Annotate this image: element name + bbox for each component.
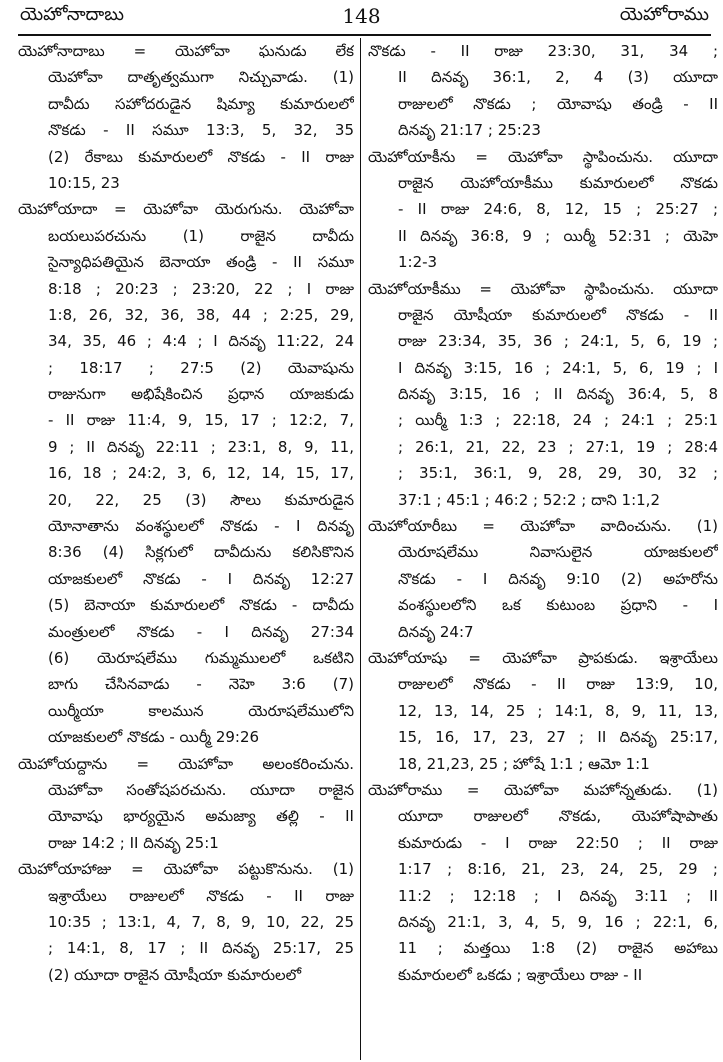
entry-text-line: 1:2-3 <box>398 253 438 272</box>
dictionary-entry <box>18 751 354 857</box>
entry-text-line: యాజకులలో నొకడు - I దినవృ 12:27 <box>48 569 354 588</box>
entry-text-line: రాజులలో నొకడు ; యోవాషు తండ్రి - II <box>398 94 718 113</box>
column-divider <box>360 38 361 1060</box>
running-header <box>0 0 723 34</box>
entry-text-line: రాజు 23:34, 35, 36 ; 24:1, 5, 6, 19 ; <box>398 332 718 351</box>
dictionary-entry <box>368 777 718 988</box>
entry-headword-line: యెహోయారీబు = యెహోవా వాదించును. (1) <box>368 517 718 536</box>
header-rule <box>18 34 711 36</box>
entry-text-line: మంత్రులలో నొకడు - I దినవృ 27:34 <box>48 622 354 641</box>
entry-text-line: ; 14:1, 8, 17 ; II దినవృ 25:17, 25 <box>48 939 354 958</box>
entry-text-line: రాజులలో నొకడు - II రాజు 13:9, 10, <box>398 675 718 694</box>
entry-text-line: - II రాజు 24:6, 8, 12, 15 ; 25:27 ; <box>398 200 718 219</box>
entry-text-line: యిర్మీయా కాలమున యెరూషలేములోని <box>48 701 354 720</box>
entry-text-line: దినవృ 21:17 ; 25:23 <box>398 121 541 140</box>
entry-text-line: 8:36 (4) సిక్లగులో దావీదును కలిసికొనిన <box>48 543 354 562</box>
entry-text-line: యూదా రాజులలో నొకడు, యెహోషాపాతు <box>398 807 718 826</box>
entry-text-line: నొకడు - I దినవృ 9:10 (2) అహరోను <box>398 569 718 588</box>
entry-text-line: బయలుపరచును (1) రాజైన దావీదు <box>48 226 354 245</box>
dictionary-entry <box>18 38 354 196</box>
entry-text-line: యెహోవా సంతోషపరచును. యూదా రాజైన <box>48 780 354 799</box>
entry-text-line: రాజైన యోషీయా కుమారులలో నొకడు - II <box>398 305 718 324</box>
dictionary-entry <box>368 276 718 514</box>
entry-text-line: 10:35 ; 13:1, 4, 7, 8, 9, 10, 22, 25 <box>48 912 354 931</box>
entry-text-line: 20, 22, 25 (3) సౌలు కుమారుడైన <box>48 490 354 509</box>
entry-text-line: ; యిర్మీ 1:3 ; 22:18, 24 ; 24:1 ; 25:1 <box>398 411 718 430</box>
entry-text-line: కుమారుడు - I రాజు 22:50 ; II రాజు <box>398 833 718 852</box>
entry-text-line: (6) యెరూషలేము గుమ్మములలో ఒకటిని <box>48 648 354 667</box>
entry-text-line: II దినవృ 36:1, 2, 4 (3) యూదా <box>398 68 718 87</box>
entry-headword-line: యెహోయాకీము = యెహోవా స్థాపించును. యూదా <box>368 279 718 298</box>
entry-text-line: (2) యూదా రాజైన యోషీయా కుమారులలో <box>48 965 302 984</box>
entry-headword-line: యెహోయాకీను = యెహోవా స్థాపించును. యూదా <box>368 147 718 166</box>
entry-text-line: 11:2 ; 12:18 ; I దినవృ 3:11 ; II <box>398 886 718 905</box>
entry-text-line: (2) రేకాబు కుమారులలో నొకడు - II రాజు <box>48 147 354 166</box>
entry-text-line: - II రాజు 11:4, 9, 15, 17 ; 12:2, 7, <box>48 411 354 430</box>
left-column <box>18 38 354 988</box>
entry-text-line: 1:8, 26, 32, 36, 38, 44 ; 2:25, 29, <box>48 305 354 324</box>
entry-text-line: నొకడు - II సమూ 13:3, 5, 32, 35 <box>48 121 354 140</box>
dictionary-entry <box>368 645 718 777</box>
entry-text-line: కుమారులలో ఒకడు ; ఇశ్రాయేలు రాజు - II <box>398 965 643 984</box>
entry-text-line: ఇశ్రాయేలు రాజులలో నొకడు - II రాజు <box>48 886 354 905</box>
entry-text-line: 18, 21,23, 25 ; హోషే 1:1 ; ఆమో 1:1 <box>398 754 650 773</box>
entry-text-line: 15, 16, 17, 23, 27 ; II దినవృ 25:17, <box>398 728 718 747</box>
entry-headword-line: యెహోరాము = యెహోవా మహోన్నతుడు. (1) <box>368 780 718 799</box>
entry-text-line: వంశస్థులలోని ఒక కుటుంబ ప్రధాని - I <box>398 596 718 615</box>
entry-headword-line: యెహోనాదాబు = యెహోవా ఘనుడు లేక <box>18 42 354 60</box>
entry-text-line: ; 35:1, 36:1, 9, 28, 29, 30, 32 ; <box>398 464 718 483</box>
dictionary-entry <box>368 513 718 645</box>
entry-text-line: 37:1 ; 45:1 ; 46:2 ; 52:2 ; దాని 1:1,2 <box>398 490 660 509</box>
header-left-guideword: యెహోనాదాబు <box>20 4 124 25</box>
entry-text-line: 11 ; మత్తయి 1:8 (2) రాజైన అహాబు <box>398 939 718 958</box>
entry-text-line: ; 18:17 ; 27:5 (2) యెవాషును <box>48 358 354 377</box>
entry-text-line: రాజైన యెహోయాకీము కుమారులలో నొకడు <box>398 173 718 192</box>
entry-text-line: దావీదు సహోదరుడైన షిమ్యా కుమారులలో <box>48 94 354 113</box>
entry-headword-line: యెహోయాదా = యెహోవా యెరుగును. యెహోవా <box>18 200 354 219</box>
entry-text-line: దినవృ 3:15, 16 ; II దినవృ 36:4, 5, 8 <box>398 385 718 404</box>
entry-text-line: యోనాతాను వంశస్థులలో నొకడు - I దినవృ <box>48 517 354 536</box>
entry-text-line: 16, 18 ; 24:2, 3, 6, 12, 14, 15, 17, <box>48 464 354 483</box>
entry-headword-line: యెహోయాహాజు = యెహోవా పట్టుకొనును. (1) <box>18 860 354 879</box>
entry-text-line: రాజునుగా అభిషేకించిన ప్రధాన యాజకుడు <box>48 385 354 404</box>
dictionary-entry <box>368 38 718 144</box>
entry-headword-line: యెహోయద్దాను = యెహోవా అలంకరించును. <box>18 754 354 773</box>
entry-headword-line: యెహోయాషు = యెహోవా ప్రాపకుడు. ఇశ్రాయేలు <box>368 648 718 667</box>
entry-text-line: 9 ; II దినవృ 22:11 ; 23:1, 8, 9, 11, <box>48 437 354 456</box>
entry-text-line: దినవృ 24:7 <box>398 622 474 641</box>
entry-text-line: యోవాషు భార్యయైన అమజ్యా తల్లి - II <box>48 807 354 826</box>
entry-text-line: 34, 35, 46 ; 4:4 ; I దినవృ 11:22, 24 <box>48 332 354 351</box>
entry-headword-line: నొకడు - II రాజు 23:30, 31, 34 ; <box>368 42 718 60</box>
entry-text-line: ; 26:1, 21, 22, 23 ; 27:1, 19 ; 28:4 <box>398 437 718 456</box>
dictionary-entry <box>18 196 354 750</box>
entry-text-line: I దినవృ 3:15, 16 ; 24:1, 5, 6, 19 ; I <box>398 358 718 377</box>
right-column <box>368 38 718 988</box>
entry-text-line: 10:15, 23 <box>48 173 120 192</box>
page-number: 148 <box>342 4 381 28</box>
entry-text-line: 8:18 ; 20:23 ; 23:20, 22 ; I రాజు <box>48 279 354 298</box>
entry-text-line: సైన్యాధిపతియైన బెనాయా తండ్రి - II సమూ <box>48 253 354 272</box>
entry-text-line: II దినవృ 36:8, 9 ; యిర్మీ 52:31 ; యెహె <box>398 226 718 245</box>
entry-text-line: యెహోవా దాతృత్వముగా నిచ్చువాడు. (1) <box>48 68 354 87</box>
entry-text-line: దినవృ 21:1, 3, 4, 5, 9, 16 ; 22:1, 6, <box>398 912 718 931</box>
header-right-guideword: యెహోరాము <box>619 4 709 25</box>
dictionary-entry <box>18 856 354 988</box>
entry-text-line: రాజు 14:2 ; II దినవృ 25:1 <box>48 833 219 852</box>
entry-text-line: యెరూషలేము నివాసులైన యాజకులలో <box>398 543 718 562</box>
entry-text-line: 1:17 ; 8:16, 21, 23, 24, 25, 29 ; <box>398 860 718 879</box>
entry-text-line: బాగు చేసినవాడు - నెహె 3:6 (7) <box>48 675 354 694</box>
entry-text-line: యాజకులలో నొకడు - యిర్మీ 29:26 <box>48 728 260 747</box>
entry-text-line: (5) బెనాయా కుమారులలో నొకడు - దావీదు <box>48 596 354 615</box>
entry-text-line: 12, 13, 14, 25 ; 14:1, 8, 9, 11, 13, <box>398 701 718 720</box>
dictionary-entry <box>368 144 718 276</box>
